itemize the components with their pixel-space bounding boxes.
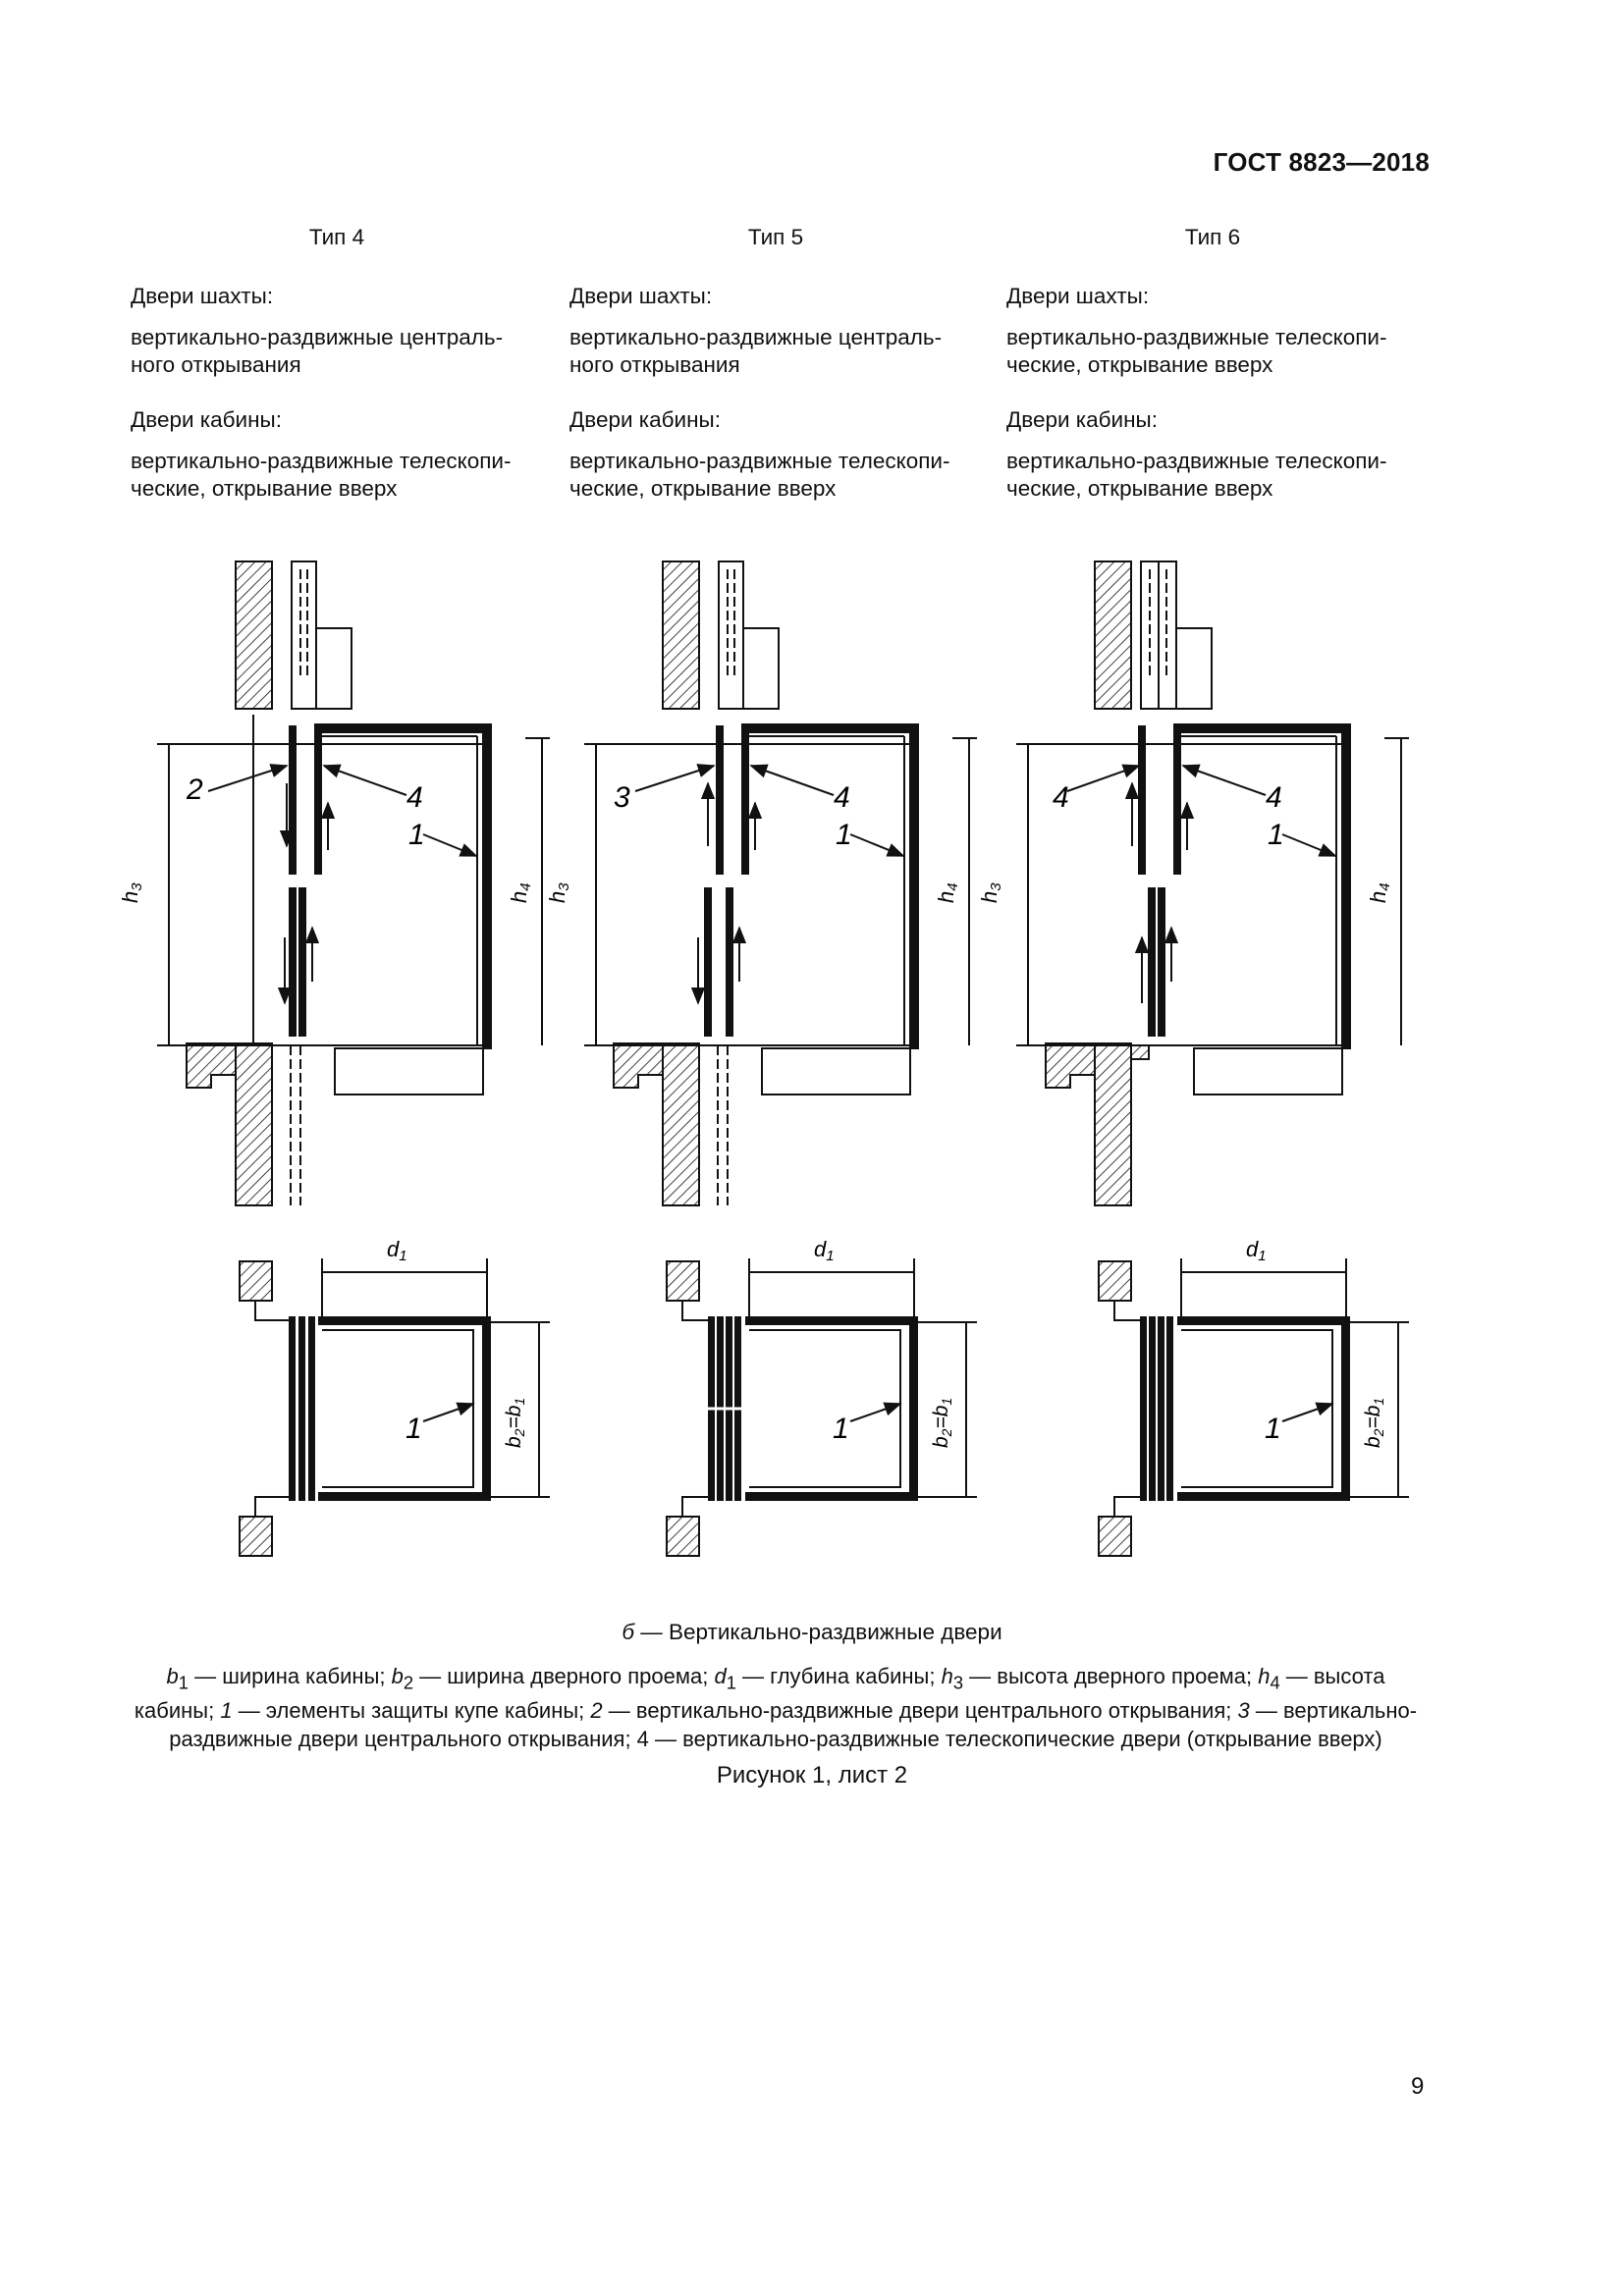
- h3-label: h3: [977, 882, 1004, 903]
- door-header: [743, 628, 779, 709]
- type-5-description: [569, 224, 987, 530]
- shaft-door-upper: [290, 726, 296, 874]
- door-guide: [292, 561, 316, 709]
- type-5-elevation: [584, 561, 977, 1205]
- caption-prefix: б: [622, 1620, 634, 1644]
- figure-legend: $b_1$ — ширина кабины; $b_2$ — ширина дверного проема; $d_1$ — глубина кабины; $h_3$ — высота дверного проема; $h_4$ — высота кабины; 1 — элементы защиты купе кабины; 2 — вертикально-раздвижные двери центрального открывания; 3 — вертикально-раздвижные двери центрального открывания; 4 — вертикально-раздвижные телескопические двери (открывание вверх): [134, 1664, 1418, 1752]
- callout-1: 1: [1268, 819, 1284, 851]
- callout-1: 1: [406, 1413, 422, 1445]
- cabin-floor: [335, 1048, 483, 1095]
- cabin-wall-protection: [910, 724, 918, 1048]
- callout-1: 1: [408, 819, 425, 851]
- wall-block-top: [1099, 1261, 1131, 1301]
- page-number: 9: [1411, 2073, 1425, 2100]
- shaft-doors-desc-line1: вертикально-раздвижные централь-: [131, 325, 504, 349]
- type-6-elevation: [1016, 561, 1409, 1205]
- type-4-elevation: [157, 561, 550, 1205]
- type-title: Тип 4: [308, 225, 365, 249]
- b2-b1-label: b2=b1: [930, 1397, 954, 1448]
- leader-4: [1183, 766, 1266, 795]
- cabin-roof: [1174, 724, 1349, 732]
- cabin-doors-label: Двери кабины:: [131, 407, 282, 432]
- cabin-doors-desc-line2: ческие, открывание вверх: [131, 476, 398, 501]
- cabin-roof: [742, 724, 917, 732]
- callout-4: 4: [1266, 781, 1282, 814]
- shaft-sill: [187, 1043, 272, 1205]
- d1-label: d1: [814, 1237, 835, 1264]
- doors-technical-drawing: [0, 550, 1624, 1590]
- cabin-floor: [1194, 1048, 1342, 1095]
- shaft-doors-desc-line2: ного открывания: [569, 352, 740, 377]
- wall-block-top: [240, 1261, 272, 1301]
- h3-label: h3: [545, 882, 572, 903]
- cabin-wall-protection: [1342, 724, 1350, 1048]
- shaft-doors-desc-line2: ческие, открывание вверх: [1006, 352, 1273, 377]
- shaft-sill: [1046, 1043, 1131, 1205]
- d1-label: d1: [387, 1237, 407, 1264]
- figure-caption: [0, 1620, 1624, 1645]
- h4-label: h4: [507, 882, 534, 903]
- standard-number: ГОСТ 8823—2018: [1213, 147, 1430, 177]
- type-title: Тип 5: [747, 225, 804, 249]
- leader-1: [423, 834, 476, 856]
- cabin-doors-desc-line2: ческие, открывание вверх: [569, 476, 837, 501]
- cabin-door-upper: [742, 726, 748, 874]
- leader-1: [850, 834, 903, 856]
- wall-block-top: [667, 1261, 699, 1301]
- callout-1: 1: [833, 1413, 849, 1445]
- cabin-door-upper: [1174, 726, 1180, 874]
- cabin-doors-desc-line1: вертикально-раздвижные телескопи-: [1006, 449, 1387, 473]
- leader-3: [635, 766, 714, 791]
- h4-label: h4: [934, 882, 961, 903]
- shaft-doors-label: Двери шахты:: [131, 284, 274, 308]
- shaft-doors-desc-line1: вертикально-раздвижные телескопи-: [1006, 325, 1387, 349]
- cabin-wall-protection: [483, 724, 491, 1048]
- callout-4: 4: [1053, 781, 1069, 814]
- wall-block-bottom: [240, 1517, 272, 1556]
- leader-4: [324, 766, 406, 795]
- door-sill-block: [1131, 1045, 1149, 1059]
- shaft-door-lower: [705, 888, 711, 1036]
- callout-2: 2: [187, 774, 203, 806]
- h4-label: h4: [1366, 882, 1393, 903]
- h3-label: h3: [118, 882, 145, 903]
- b2-b1-label: b2=b1: [1362, 1397, 1386, 1448]
- type-4-description: [131, 224, 548, 530]
- door-panel: [309, 1317, 314, 1500]
- type-title: Тип 6: [1184, 225, 1241, 249]
- wall-block-bottom: [667, 1517, 699, 1556]
- figure-title: Рисунок 1, лист 2: [716, 1762, 908, 1789]
- shaft-wall-upper: [663, 561, 699, 709]
- door-guide: [719, 561, 743, 709]
- cabin-doors-label: Двери кабины:: [569, 407, 721, 432]
- leader-2: [208, 766, 287, 791]
- cabin-doors-desc-line1: вертикально-раздвижные телескопи-: [131, 449, 512, 473]
- cabin-doors-label: Двери кабины:: [1006, 407, 1158, 432]
- door-panel: [290, 1317, 295, 1500]
- cabin-roof: [315, 724, 490, 732]
- b2-b1-label: b2=b1: [503, 1397, 527, 1448]
- cabin-door-upper: [315, 726, 321, 874]
- cabin-floor: [762, 1048, 910, 1095]
- caption-text: — Вертикально-раздвижные двери: [634, 1620, 1002, 1644]
- shaft-door-lower: [1149, 888, 1155, 1036]
- callout-1: 1: [1265, 1413, 1281, 1445]
- leader-1: [1282, 834, 1335, 856]
- shaft-wall-upper: [1095, 561, 1131, 709]
- shaft-doors-label: Двери шахты:: [1006, 284, 1150, 308]
- shaft-door-upper: [1139, 726, 1145, 874]
- cabin-doors-desc-line1: вертикально-раздвижные телескопи-: [569, 449, 950, 473]
- shaft-doors-desc-line2: ного открывания: [131, 352, 301, 377]
- shaft-doors-label: Двери шахты:: [569, 284, 713, 308]
- callout-4: 4: [834, 781, 850, 814]
- shaft-door-upper: [717, 726, 723, 874]
- shaft-door-lower: [290, 888, 296, 1036]
- d1-label: d1: [1246, 1237, 1267, 1264]
- callout-4: 4: [406, 781, 423, 814]
- type-6-description: [1006, 224, 1424, 530]
- leader-4: [751, 766, 834, 795]
- shaft-doors-desc-line1: вертикально-раздвижные централь-: [569, 325, 943, 349]
- cabin-doors-desc-line2: ческие, открывание вверх: [1006, 476, 1273, 501]
- callout-1: 1: [836, 819, 852, 851]
- cabin-door-lower: [299, 888, 305, 1036]
- door-header: [1176, 628, 1212, 709]
- cabin-door-lower: [727, 888, 732, 1036]
- wall-block-bottom: [1099, 1517, 1131, 1556]
- shaft-wall-upper: [236, 561, 272, 709]
- shaft-sill: [614, 1043, 699, 1205]
- cabin-door-lower: [1159, 888, 1164, 1036]
- door-header: [316, 628, 352, 709]
- door-panel: [299, 1317, 304, 1500]
- callout-3: 3: [614, 781, 630, 814]
- leader-4: [1067, 766, 1139, 791]
